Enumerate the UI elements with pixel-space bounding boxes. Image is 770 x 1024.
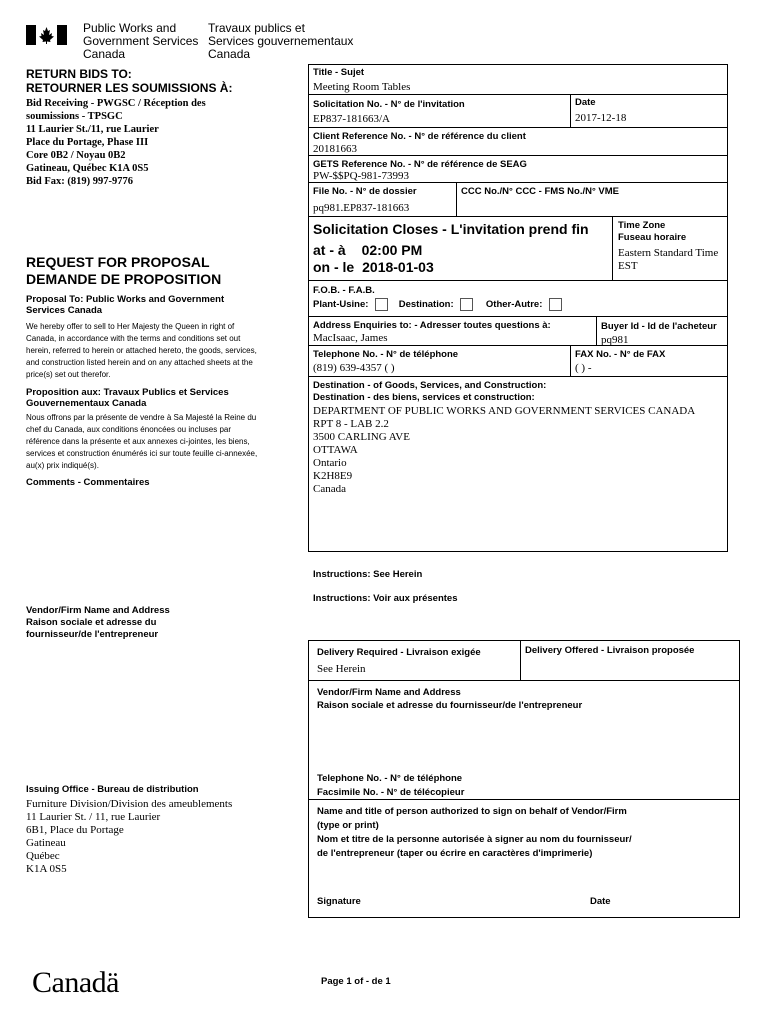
- fob-options: [313, 298, 566, 311]
- proposition-aux: Proposition aux: Travaux Publics et Services Gouvernementaux Canada: [26, 387, 229, 409]
- client-reference-value: 20181663: [313, 143, 357, 155]
- return-bids-title: RETURN BIDS TO: RETOURNER LES SOUMISSIONS À:: [26, 67, 233, 95]
- signature-date-label: Date: [590, 896, 611, 907]
- other-checkbox[interactable]: [549, 298, 562, 311]
- authorized-person-label: Name and title of person authorized to sign on behalf of Vendor/Firm (type or print) Nom et titre de la personne autorisée à signer au nom du fournisseur/ de l'entrepreneur (taper ou écrire en caractères d'imprimerie): [317, 806, 632, 859]
- on-label: on - le: [313, 259, 355, 275]
- closing-time: [313, 242, 422, 258]
- page-number: Page 1 of - de 1: [321, 976, 391, 987]
- enquiries-label: Address Enquiries to: - Adresser toutes questions à:: [313, 320, 551, 331]
- department-name-en: Public Works and Government Services Canada: [83, 21, 199, 61]
- vendor-phone-fax-label: Telephone No. - N° de téléphone Facsimile No. - N° de télécopieur: [317, 773, 465, 798]
- rfp-title: REQUEST FOR PROPOSAL DEMANDE DE PROPOSITION: [26, 254, 222, 287]
- proposal-to: Proposal To: Public Works and Government Services Canada: [26, 294, 225, 316]
- plant-label: Plant-Usine:: [313, 299, 369, 311]
- issuing-office-address: Furniture Division/Division des ameublements 11 Laurier St. / 11, rue Laurier 6B1, Place du Portage Gatineau Québec K1A 0S5: [26, 798, 233, 875]
- vendor-firm-label: Vendor/Firm Name and Address Raison sociale et adresse du fournisseur/de l'entrepreneur: [317, 687, 583, 711]
- fax-value: ( ) -: [575, 362, 592, 374]
- return-bids-address: Bid Receiving - PWGSC / Réception des soumissions - TPSGC 11 Laurier St./11, rue Laurier Place du Portage, Phase III Core 0B2 / Noyau 0B2 Gatineau, Québec K1A 0S5 Bid Fax: (819) 997-9776: [26, 98, 206, 187]
- canada-wordmark: Canadä: [32, 966, 119, 999]
- buyer-id-value: pq981: [601, 334, 629, 346]
- file-no-label: File No. - N° de dossier: [313, 186, 417, 197]
- delivery-offered-label: Delivery Offered - Livraison proposée: [525, 645, 695, 656]
- destination-label: Destination:: [398, 299, 454, 311]
- time-zone-value: Eastern Standard Time EST: [618, 247, 719, 272]
- time-value: 02:00 PM: [361, 242, 423, 258]
- closing-date: [313, 259, 434, 275]
- solicitation-closes-label: Solicitation Closes - L'invitation prend fin: [313, 221, 589, 237]
- ccc-no-label: CCC No./N° CCC - FMS No./N° VME: [461, 186, 620, 197]
- client-reference-label: Client Reference No. - N° de référence du client: [313, 131, 526, 142]
- department-name-fr: Travaux publics et Services gouvernementaux Canada: [208, 21, 354, 61]
- date-label: Date: [575, 97, 596, 108]
- other-label: Other-Autre:: [485, 299, 543, 311]
- title-label: Title - Sujet: [313, 67, 365, 78]
- plant-checkbox[interactable]: [375, 298, 388, 311]
- telephone-value: (819) 639-4357 ( ): [313, 362, 395, 374]
- instructions-en: Instructions: See Herein: [313, 569, 423, 580]
- destination-address: DEPARTMENT OF PUBLIC WORKS AND GOVERNMENT SERVICES CANADA RPT 8 - LAB 2.2 3500 CARLING AVE OTTAWA Ontario K2H8E9 Canada: [313, 405, 696, 495]
- delivery-required-label: Delivery Required - Livraison exigée: [317, 647, 481, 658]
- gets-reference-value: PW-$$PQ-981-73993: [313, 170, 409, 182]
- date-value: 2017-12-18: [575, 112, 627, 124]
- file-no-value: pq981.EP837-181663: [313, 202, 410, 214]
- fax-label: FAX No. - N° de FAX: [575, 349, 666, 360]
- telephone-label: Telephone No. - N° de téléphone: [313, 349, 459, 360]
- instructions-fr: Instructions: Voir aux présentes: [313, 593, 458, 604]
- offer-text-en: We hereby offer to sell to Her Majesty the Queen in right of Canada, in accordance with the terms and conditions set out herein, referred to herein or attached hereto, the goods, services, and construction listed herein and on any attached sheets at the price(s) set out therefor.: [26, 322, 257, 379]
- gets-reference-label: GETS Reference No. - N° de référence de SEAG: [313, 159, 527, 170]
- time-zone-label: Time Zone Fuseau horaire: [618, 220, 687, 243]
- solicitation-no-label: Solicitation No. - N° de l'invitation: [313, 99, 465, 110]
- solicitation-no-value: EP837-181663/A: [313, 113, 390, 125]
- close-date-value: 2018-01-03: [362, 259, 434, 275]
- comments-label: Comments - Commentaires: [26, 477, 150, 488]
- buyer-id-label: Buyer Id - Id de l'acheteur: [601, 321, 717, 332]
- title-value: Meeting Room Tables: [313, 81, 411, 93]
- offer-text-fr: Nous offrons par la présente de vendre à Sa Majesté la Reine du chef du Canada, aux conditions énoncées ou incluses par référence dans la présente et aux annexes ci-jointes, les biens, services et construction énumérés ici sur toute feuille ci-annexée, au(x) prix indiqué(s).: [26, 413, 258, 470]
- signature-label: Signature: [317, 896, 361, 907]
- destination-goods-label: Destination - of Goods, Services, and Construction: Destination - des biens, services et construction:: [313, 380, 547, 403]
- at-label: at - à: [313, 242, 346, 258]
- enquiries-value: MacIsaac, James: [313, 332, 388, 344]
- vendor-name-address-label: Vendor/Firm Name and Address Raison sociale et adresse du fournisseur/de l'entrepreneur: [26, 605, 170, 640]
- fob-label: F.O.B. - F.A.B.: [313, 285, 375, 296]
- destination-checkbox[interactable]: [460, 298, 473, 311]
- issuing-office-label: Issuing Office - Bureau de distribution: [26, 784, 199, 795]
- government-flag-icon: [26, 25, 67, 45]
- delivery-required-value: See Herein: [317, 663, 366, 675]
